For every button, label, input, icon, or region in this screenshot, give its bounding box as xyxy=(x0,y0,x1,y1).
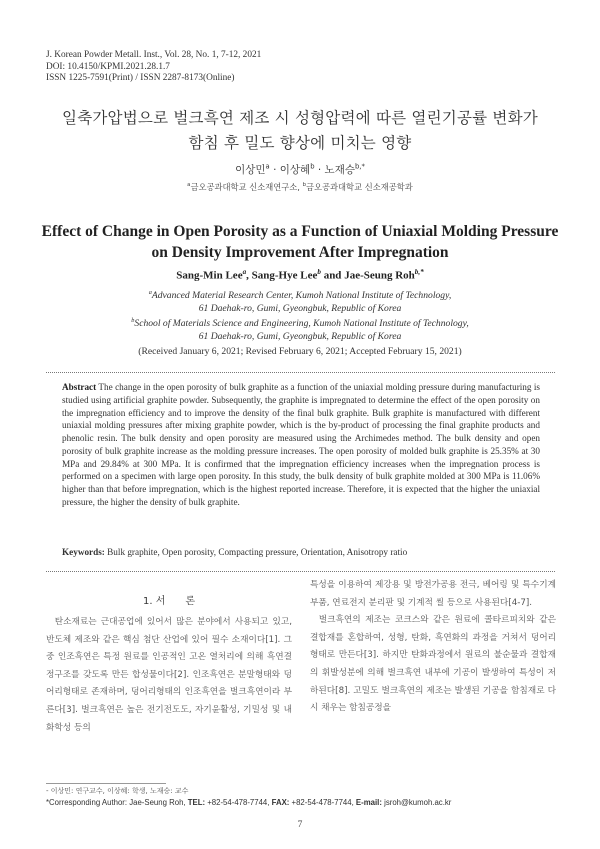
korean-author-1: 이상민 xyxy=(235,164,266,176)
korean-title-line2: 함침 후 밀도 향상에 미치는 영향 xyxy=(188,134,412,152)
english-affil-b-sup: b xyxy=(131,317,135,324)
korean-affil-b: 금오공과대학교 신소재공학과 xyxy=(305,182,413,192)
korean-author-dot: · xyxy=(317,164,322,176)
abstract-label: Abstract xyxy=(62,382,97,392)
english-affil-a-line2: 61 Daehak-ro, Gumi, Gyeongbuk, Republic of Korea xyxy=(198,302,402,314)
body-left-column xyxy=(46,614,292,737)
footnote-rule xyxy=(46,783,166,784)
english-affiliations xyxy=(0,287,600,343)
english-author-2: Sang-Hye Lee xyxy=(251,269,318,282)
english-author-3-sup: b,* xyxy=(414,268,424,276)
english-author-2-sup: b xyxy=(317,268,321,276)
korean-affil-a: 금오공과대학교 신소재연구소, xyxy=(190,182,303,192)
english-author-1: Sang-Min Lee xyxy=(176,269,243,282)
english-author-sep: and xyxy=(320,269,345,282)
korean-author-3: 노재승 xyxy=(324,164,355,176)
email-label: E-mail: xyxy=(355,798,382,807)
paragraph: 벌크흑연의 제조는 코크스와 같은 원료에 콜타르피치와 같은 결합재를 혼합하여, 성형, 탄화, 흑연화의 과정을 거쳐서 덩어리 형태로 만든다[3]. 하지만 탄화과정에서 원료의 불순물과 결합재의 휘발성분에 의해 벌크흑연 내부에 기공이 발생하여 특성이 저하된다[8]. 고밀도 벌크흑연의 제조는 발생된 기공을 함침재로 다시 채우는 함침공정을 xyxy=(310,615,556,714)
journal-citation: J. Korean Powder Metall. Inst., Vol. 28, No. 1, 7-12, 2021 xyxy=(46,50,262,60)
email-value: jsroh@kumoh.ac.kr xyxy=(381,798,452,807)
english-affil-b-line1: School of Materials Science and Engineering, Kumoh National Institute of Technology, xyxy=(134,318,469,330)
korean-author-3-sup: b,* xyxy=(354,162,365,171)
korean-affiliations xyxy=(0,181,600,193)
english-affil-b-line2: 61 Daehak-ro, Gumi, Gyeongbuk, Republic of Korea xyxy=(198,330,402,342)
english-title xyxy=(20,221,580,263)
journal-doi: DOI: 10.4150/KPMI.2021.28.1.7 xyxy=(46,61,170,72)
paragraph: 탄소재료는 근대공업에 있어서 많은 분야에서 사용되고 있고, 반도체 제조와 같은 핵심 첨단 산업에 있어 필수 소재이다[1]. 그 중 인조흑연은 특정 원료를 인공적인 고온 열처리에 의해 흑연결정구조를 갖도록 만든 합성물이다[2]. 인조흑연은 분말형태와 덩어리형태로 존재하며, 덩어리형태의 인조흑연을 벌크흑연이라 부른다[3]. 벌크흑연은 높은 전기전도도, 자기윤활성, 기밀성 및 내화학성 등의 xyxy=(46,617,292,733)
english-title-line2: on Density Improvement After Impregnation xyxy=(151,244,449,261)
section-heading-introduction: 1. 서 론 xyxy=(142,596,196,607)
keywords-label: Keywords: xyxy=(62,547,105,557)
journal-header xyxy=(46,50,261,85)
english-author-1-sup: a xyxy=(242,268,247,276)
footnote-roles: - 이상민: 연구교수, 이상혜: 학생, 노재승: 교수 xyxy=(46,787,189,795)
english-title-line1: Effect of Change in Open Porosity as a Function of Uniaxial Molding Pressure xyxy=(41,223,559,240)
page-number: 7 xyxy=(297,820,303,830)
english-affil-a-sup: a xyxy=(148,289,152,296)
tel-value: +82-54-478-7744, xyxy=(205,798,272,807)
corresponding-author: *Corresponding Author: Jae-Seung Roh, xyxy=(46,798,188,807)
body-right-column xyxy=(310,577,556,718)
fax-value: +82-54-478-7744, xyxy=(289,798,356,807)
english-author-3: Jae-Seung Roh xyxy=(344,269,415,282)
received-dates: (Received January 6, 2021; Revised February 6, 2021; Accepted February 15, 2021) xyxy=(138,346,462,357)
english-affil-a-line1: Advanced Material Research Center, Kumoh National Institute of Technology, xyxy=(151,290,452,302)
korean-author-dot: · xyxy=(273,164,277,176)
korean-author-2-sup: b xyxy=(310,162,315,171)
divider-top xyxy=(46,372,555,373)
korean-author-2: 이상혜 xyxy=(279,164,311,176)
korean-title xyxy=(0,106,600,156)
divider-bottom xyxy=(46,571,555,572)
english-author-sep: , xyxy=(246,269,252,282)
english-authors xyxy=(0,268,600,282)
abstract xyxy=(62,381,540,509)
korean-author-1-sup: a xyxy=(265,162,270,171)
korean-affil-b-sup: b xyxy=(302,182,306,189)
korean-title-line1: 일축가압법으로 벌크흑연 제조 시 성형압력에 따른 열린기공률 변화가 xyxy=(62,109,538,127)
tel-label: TEL: xyxy=(187,798,206,807)
korean-affil-a-sup: a xyxy=(187,182,191,189)
fax-label: FAX: xyxy=(271,798,290,807)
journal-issn: ISSN 1225-7591(Print) / ISSN 2287-8173(Online) xyxy=(46,73,235,83)
footnote-corresponding xyxy=(46,798,451,807)
abstract-text: The change in the open porosity of bulk graphite as a function of the uniaxial molding pressure during manufacturing is studied using artificial graphite powder. Subsequently, the graphite is impregnated to determine the effect of the open porosity on the impregnation efficiency and to improve the density of the final bulk graphite. Bulk graphite is manufactured with different uniaxial molding pressures after mixing graphite powder, which is the by-product of processing the final graphite products and phenolic resin. The bulk density and open porosity are measured using the Archimedes method. The bulk density and open porosity of bulk graphite increase as the molding pressure increases. The open porosity of molded bulk graphite is 25.35% at 30 MPa and 29.84% at 300 MPa. It is confirmed that the impregnation efficiency increases when the impregnation process is performed on a specimen with large open porosity. In this study, the bulk density of bulk graphite molded at 300 MPa is 11.06% higher than that before impregnation, which is the highest reported increase. Therefore, it is expected that the higher the uniaxial pressure, the higher the density of bulk graphite. xyxy=(62,382,540,507)
keywords-text: Bulk graphite, Open porosity, Compacting pressure, Orientation, Anisotropy ratio xyxy=(104,547,408,557)
korean-authors xyxy=(0,162,600,177)
paragraph: 특성을 이용하여 제강용 및 방전가공용 전극, 베어링 및 특수기계부품, 연료전지 분리판 및 기계적 씰 등으로 사용된다[4-7]. xyxy=(310,580,556,608)
keywords xyxy=(62,547,540,557)
